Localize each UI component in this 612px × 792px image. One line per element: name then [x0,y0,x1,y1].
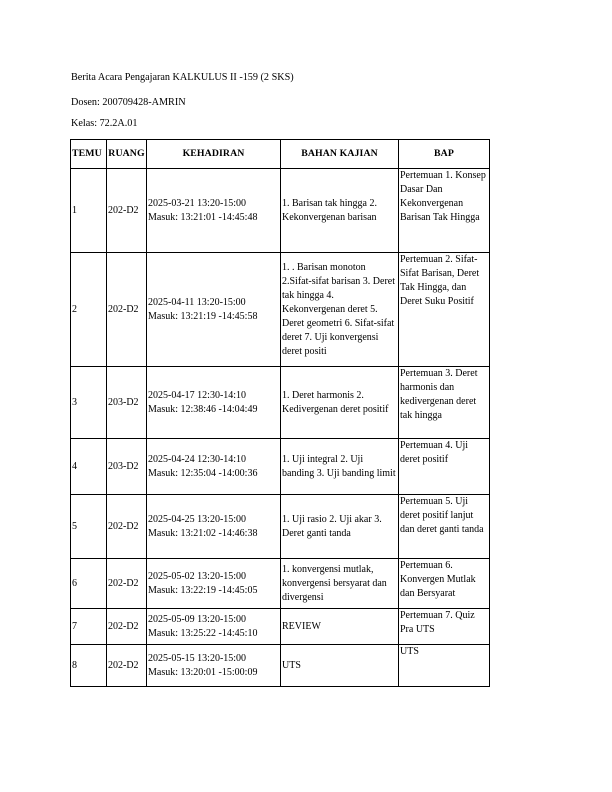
cell-ruang: 202-D2 [107,169,147,253]
cell-ruang: 203-D2 [107,439,147,495]
table-row [71,495,490,559]
cell-bahan-kajian: 1. Deret harmonis 2. Kedivergenan deret positif [281,367,399,439]
cell-temu: 4 [71,439,107,495]
cell-bahan-kajian: 1. Barisan tak hingga 2. Kekonvergenan barisan [281,169,399,253]
cell-temu: 5 [71,495,107,559]
column-header-kehadiran: KEHADIRAN [147,140,281,169]
cell-ruang: 202-D2 [107,253,147,367]
check-in-text: Masuk: 13:20:01 -15:00:09 [148,666,258,678]
table-row [71,439,490,495]
cell-temu: 6 [71,559,107,609]
cell-kehadiran [147,253,281,367]
cell-bap: Pertemuan 3. Deret harmonis dan kedivergenan deret tak hingga [399,367,490,439]
cell-bahan-kajian: 1. konvergensi mutlak, konvergensi bersyarat dan divergensi [281,559,399,609]
cell-ruang: 202-D2 [107,495,147,559]
table-row [71,645,490,687]
table-row [71,609,490,645]
schedule-text: 2025-04-17 12:30-14:10 [148,389,247,401]
cell-kehadiran [147,609,281,645]
cell-kehadiran [147,645,281,687]
cell-bap: Pertemuan 1. Konsep Dasar Dan Kekonvergenan Barisan Tak Hingga [399,169,490,253]
schedule-text: 2025-05-02 13:20-15:00 [148,570,247,582]
table-row [71,169,490,253]
schedule-text: 2025-04-24 12:30-14:10 [148,453,247,465]
cell-bahan-kajian: 1. Uji integral 2. Uji banding 3. Uji banding limit [281,439,399,495]
cell-bahan-kajian: 1. . Barisan monoton 2.Sifat-sifat barisan 3. Deret tak hingga 4. Kekonvergenan deret 5. Deret geometri 6. Sifat-sifat deret 7. Uji konvergensi deret positi [281,253,399,367]
attendance-table [70,139,490,687]
cell-bap: UTS [399,645,490,687]
check-in-text: Masuk: 13:22:19 -14:45:05 [148,584,258,596]
cell-bahan-kajian: 1. Uji rasio 2. Uji akar 3. Deret ganti tanda [281,495,399,559]
cell-temu: 2 [71,253,107,367]
cell-bap: Pertemuan 5. Uji deret positif lanjut dan deret ganti tanda [399,495,490,559]
cell-temu: 8 [71,645,107,687]
check-in-text: Masuk: 13:25:22 -14:45:10 [148,627,258,639]
cell-bahan-kajian: REVIEW [281,609,399,645]
schedule-text: 2025-05-15 13:20-15:00 [148,652,247,664]
cell-temu: 3 [71,367,107,439]
cell-ruang: 202-D2 [107,609,147,645]
cell-kehadiran [147,495,281,559]
cell-ruang: 203-D2 [107,367,147,439]
cell-kehadiran [147,439,281,495]
check-in-text: Masuk: 12:35:04 -14:00:36 [148,467,258,479]
cell-bahan-kajian: UTS [281,645,399,687]
cell-bap: Pertemuan 7. Quiz Pra UTS [399,609,490,645]
schedule-text: 2025-03-21 13:20-15:00 [148,197,247,209]
cell-ruang: 202-D2 [107,645,147,687]
cell-kehadiran [147,169,281,253]
table-row [71,559,490,609]
lecturer-line: Dosen: 200709428-AMRIN [71,97,186,108]
cell-temu: 1 [71,169,107,253]
check-in-text: Masuk: 13:21:19 -14:45:58 [148,310,258,322]
column-header-bahan-kajian: BAHAN KAJIAN [281,140,399,169]
cell-ruang: 202-D2 [107,559,147,609]
cell-bap: Pertemuan 4. Uji deret positif [399,439,490,495]
cell-temu: 7 [71,609,107,645]
column-header-temu: TEMU [71,140,107,169]
cell-kehadiran [147,559,281,609]
check-in-text: Masuk: 12:38:46 -14:04:49 [148,403,258,415]
cell-bap: Pertemuan 6. Konvergen Mutlak dan Bersyarat [399,559,490,609]
table-row [71,367,490,439]
schedule-text: 2025-04-25 13:20-15:00 [148,513,247,525]
schedule-text: 2025-04-11 13:20-15:00 [148,296,246,308]
class-line: Kelas: 72.2A.01 [71,118,138,129]
column-header-ruang: RUANG [107,140,147,169]
schedule-text: 2025-05-09 13:20-15:00 [148,613,247,625]
column-header-bap: BAP [399,140,490,169]
cell-kehadiran [147,367,281,439]
document-title: Berita Acara Pengajaran KALKULUS II -159 (2 SKS) [71,72,294,83]
check-in-text: Masuk: 13:21:01 -14:45:48 [148,211,258,223]
table-row [71,253,490,367]
cell-bap: Pertemuan 2. Sifat-Sifat Barisan, Deret Tak Hingga, dan Deret Suku Positif [399,253,490,367]
table-header-row [71,140,490,169]
check-in-text: Masuk: 13:21:02 -14:46:38 [148,527,258,539]
